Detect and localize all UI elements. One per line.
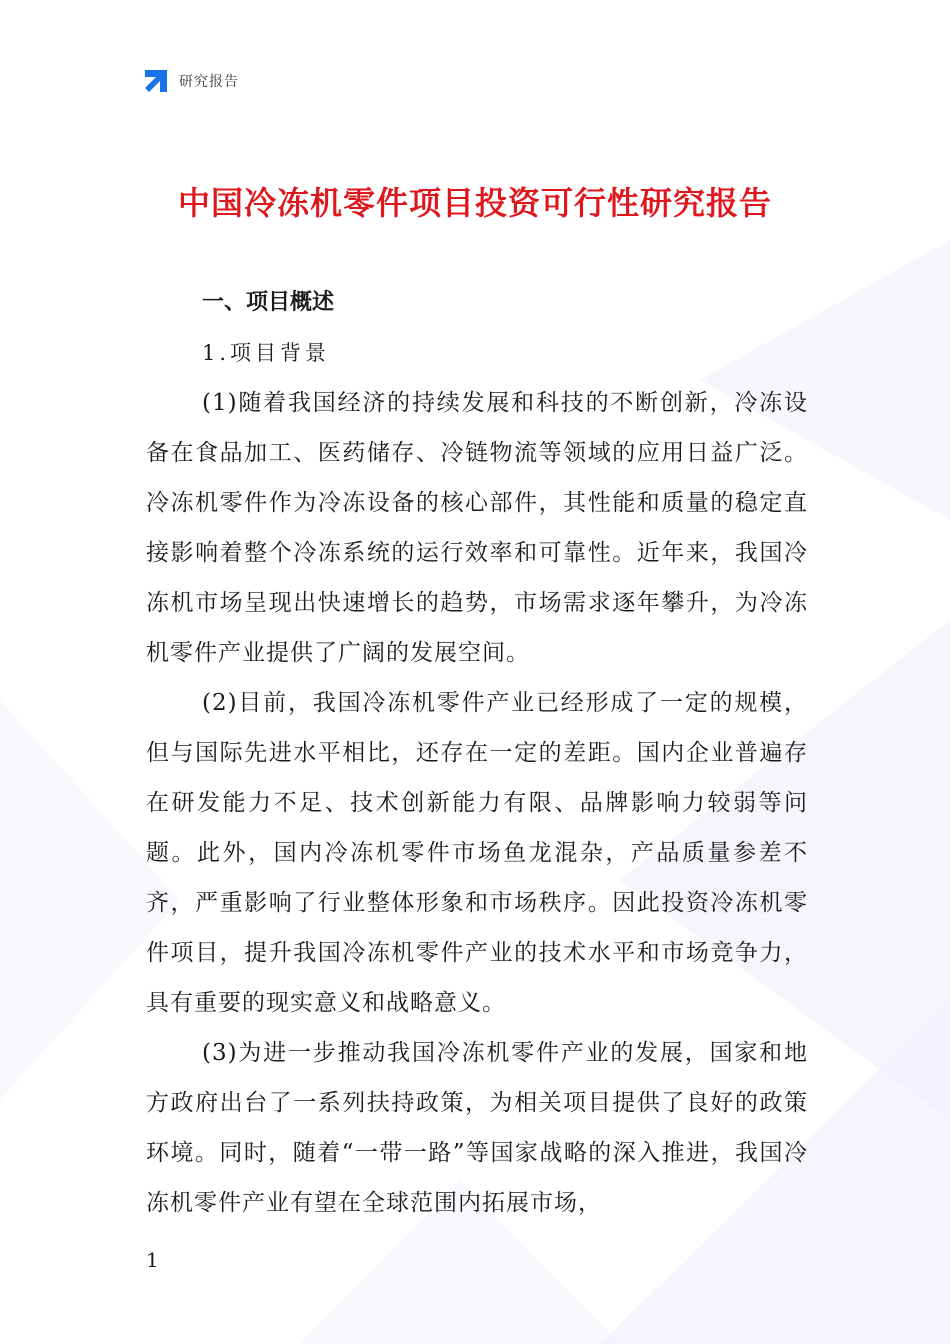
page-number: 1 bbox=[146, 1248, 159, 1272]
document-body bbox=[146, 278, 808, 1228]
paragraph-1: (1)随着我国经济的持续发展和科技的不断创新，冷冻设备在食品加工、医药储存、冷链物流等领域的应用日益广泛。冷冻机零件作为冷冻设备的核心部件，其性能和质量的稳定直接影响着整个冷冻系统的运行效率和可靠性。近年来，我国冷冻机市场呈现出快速增长的趋势，市场需求逐年攀升，为冷冻机零件产业提供了广阔的发展空间。 bbox=[146, 390, 808, 666]
document-title: 中国冷冻机零件项目投资可行性研究报告 bbox=[177, 184, 772, 222]
paragraph-3: (3)为进一步推动我国冷冻机零件产业的发展，国家和地方政府出台了一系列扶持政策，为相关项目提供了良好的政策环境。同时，随着“一带一路”等国家战略的深入推进，我国冷冻机零件产业有望在全球范围内拓展市场， bbox=[146, 1040, 808, 1216]
sub-heading: 1.项目背景 bbox=[202, 341, 331, 365]
section-heading: 一、项目概述 bbox=[202, 290, 335, 315]
arrow-logo-icon bbox=[143, 68, 169, 94]
header-label: 研究报告 bbox=[179, 74, 239, 90]
header bbox=[143, 66, 239, 96]
paragraph-2: (2)目前，我国冷冻机零件产业已经形成了一定的规模，但与国际先进水平相比，还存在一定的差距。国内企业普遍存在研发能力不足、技术创新能力有限、品牌影响力较弱等问题。此外，国内冷冻机零件市场鱼龙混杂，产品质量参差不齐，严重影响了行业整体形象和市场秩序。因此投资冷冻机零件项目，提升我国冷冻机零件产业的技术水平和市场竞争力，具有重要的现实意义和战略意义。 bbox=[146, 690, 808, 1016]
